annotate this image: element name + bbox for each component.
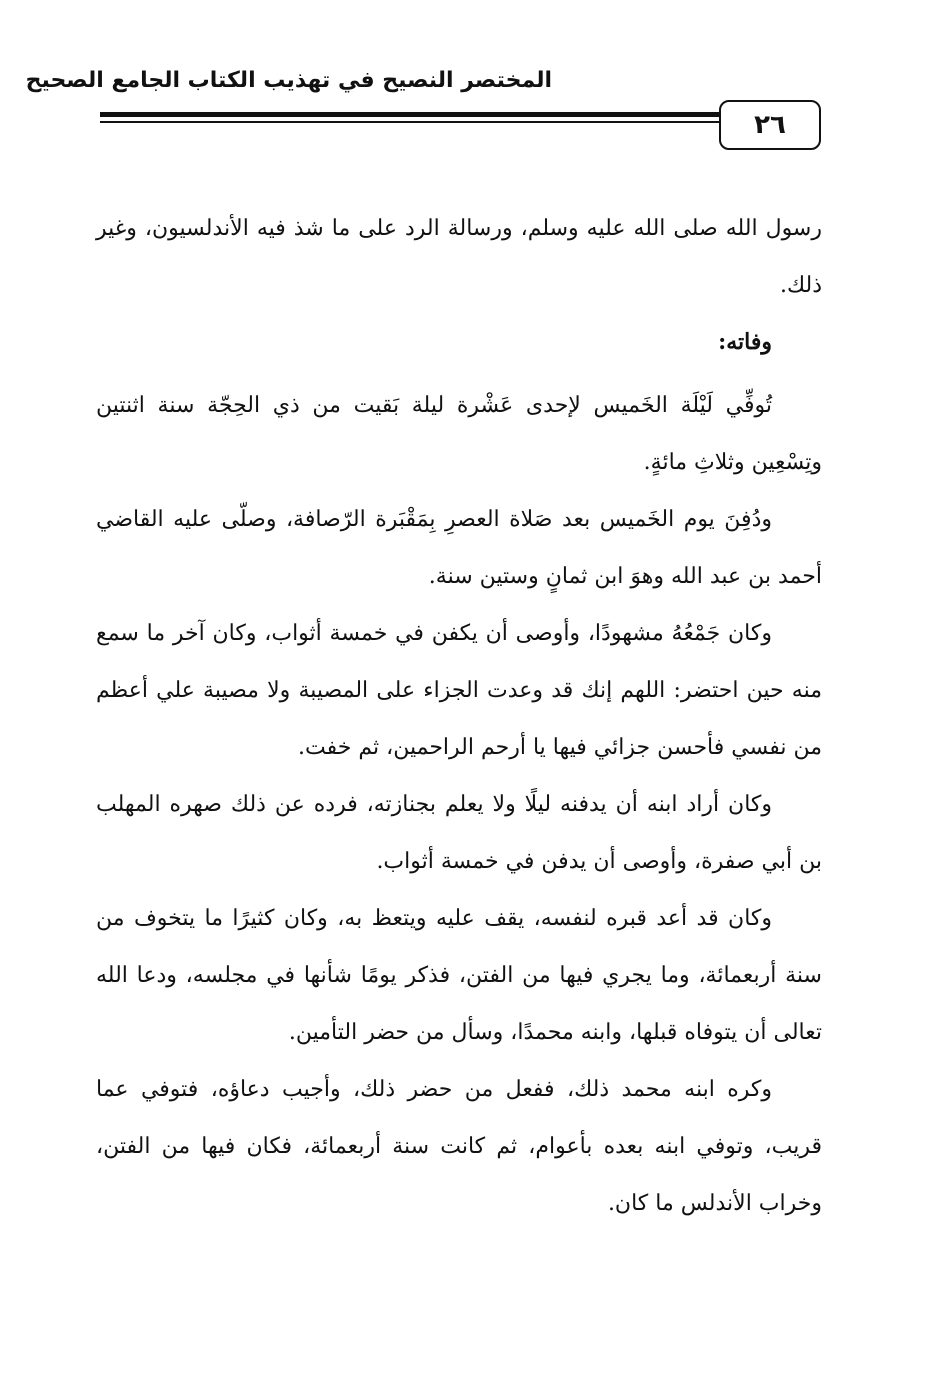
header-rule-thin — [100, 121, 720, 123]
paragraph-son-wish: وكان أراد ابنه أن يدفنه ليلًا ولا يعلم بجنازته، فرده عن ذلك صهره المهلب بن أبي صفرة، وأوصى أن يدفن في خمسة أثواب. — [96, 792, 822, 874]
header-rule-thick — [100, 112, 720, 117]
paragraph-burial: ودُفِنَ يوم الخَميس بعد صَلاة العصرِ بِمَقْبَرة الرّصافة، وصلّى عليه القاضي أحمد بن عبد الله وهوَ ابن ثمانٍ وستين سنة. — [96, 507, 822, 589]
paragraph-answered-prayer: وكره ابنه محمد ذلك، ففعل من حضر ذلك، وأجيب دعاؤه، فتوفي عما قريب، وتوفي ابنه بعده بأعوام، ثم كانت سنة أربعمائة، فكان فيها من الفتن، وخراب الأندلس ما كان. — [96, 1077, 822, 1216]
running-title: المختصر النصيح في تهذيب الكتاب الجامع الصحيح — [25, 68, 552, 93]
paragraph-funeral: وكان جَمْعُهُ مشهودًا، وأوصى أن يكفن في خمسة أثواب، وكان آخر ما سمع منه حين احتضر: اللهم إنك قد وعدت الجزاء على المصيبة ولا مصيبة علي أعظم من نفسي فأحسن جزائي فيها يا أرحم الراحمين، ثم خفت. — [96, 621, 822, 760]
paragraph-continuation: رسول الله صلى الله عليه وسلم، ورسالة الرد على ما شذ فيه الأندلسيون، وغير ذلك. — [96, 216, 822, 298]
paragraph-death-date: تُوفِّي لَيْلَة الخَميس لإحدى عَشْرة ليلة بَقيت من ذي الحِجّة سنة اثنتين وتِسْعِين وثلاثِ مائةٍ. — [96, 393, 822, 475]
body-text — [96, 200, 822, 1232]
paragraph-grave: وكان قد أعد قبره لنفسه، يقف عليه ويتعظ به، وكان كثيرًا ما يتخوف من سنة أربعمائة، وما يجري فيها من الفتن، فذكر يومًا شأنها في مجلسه، ودعا الله تعالى أن يتوفاه قبلها، وابنه محمدًا، وسأل من حضر التأمين. — [96, 906, 822, 1045]
page-number: ٢٦ — [719, 100, 821, 150]
section-heading-death: وفاته: — [718, 329, 772, 355]
